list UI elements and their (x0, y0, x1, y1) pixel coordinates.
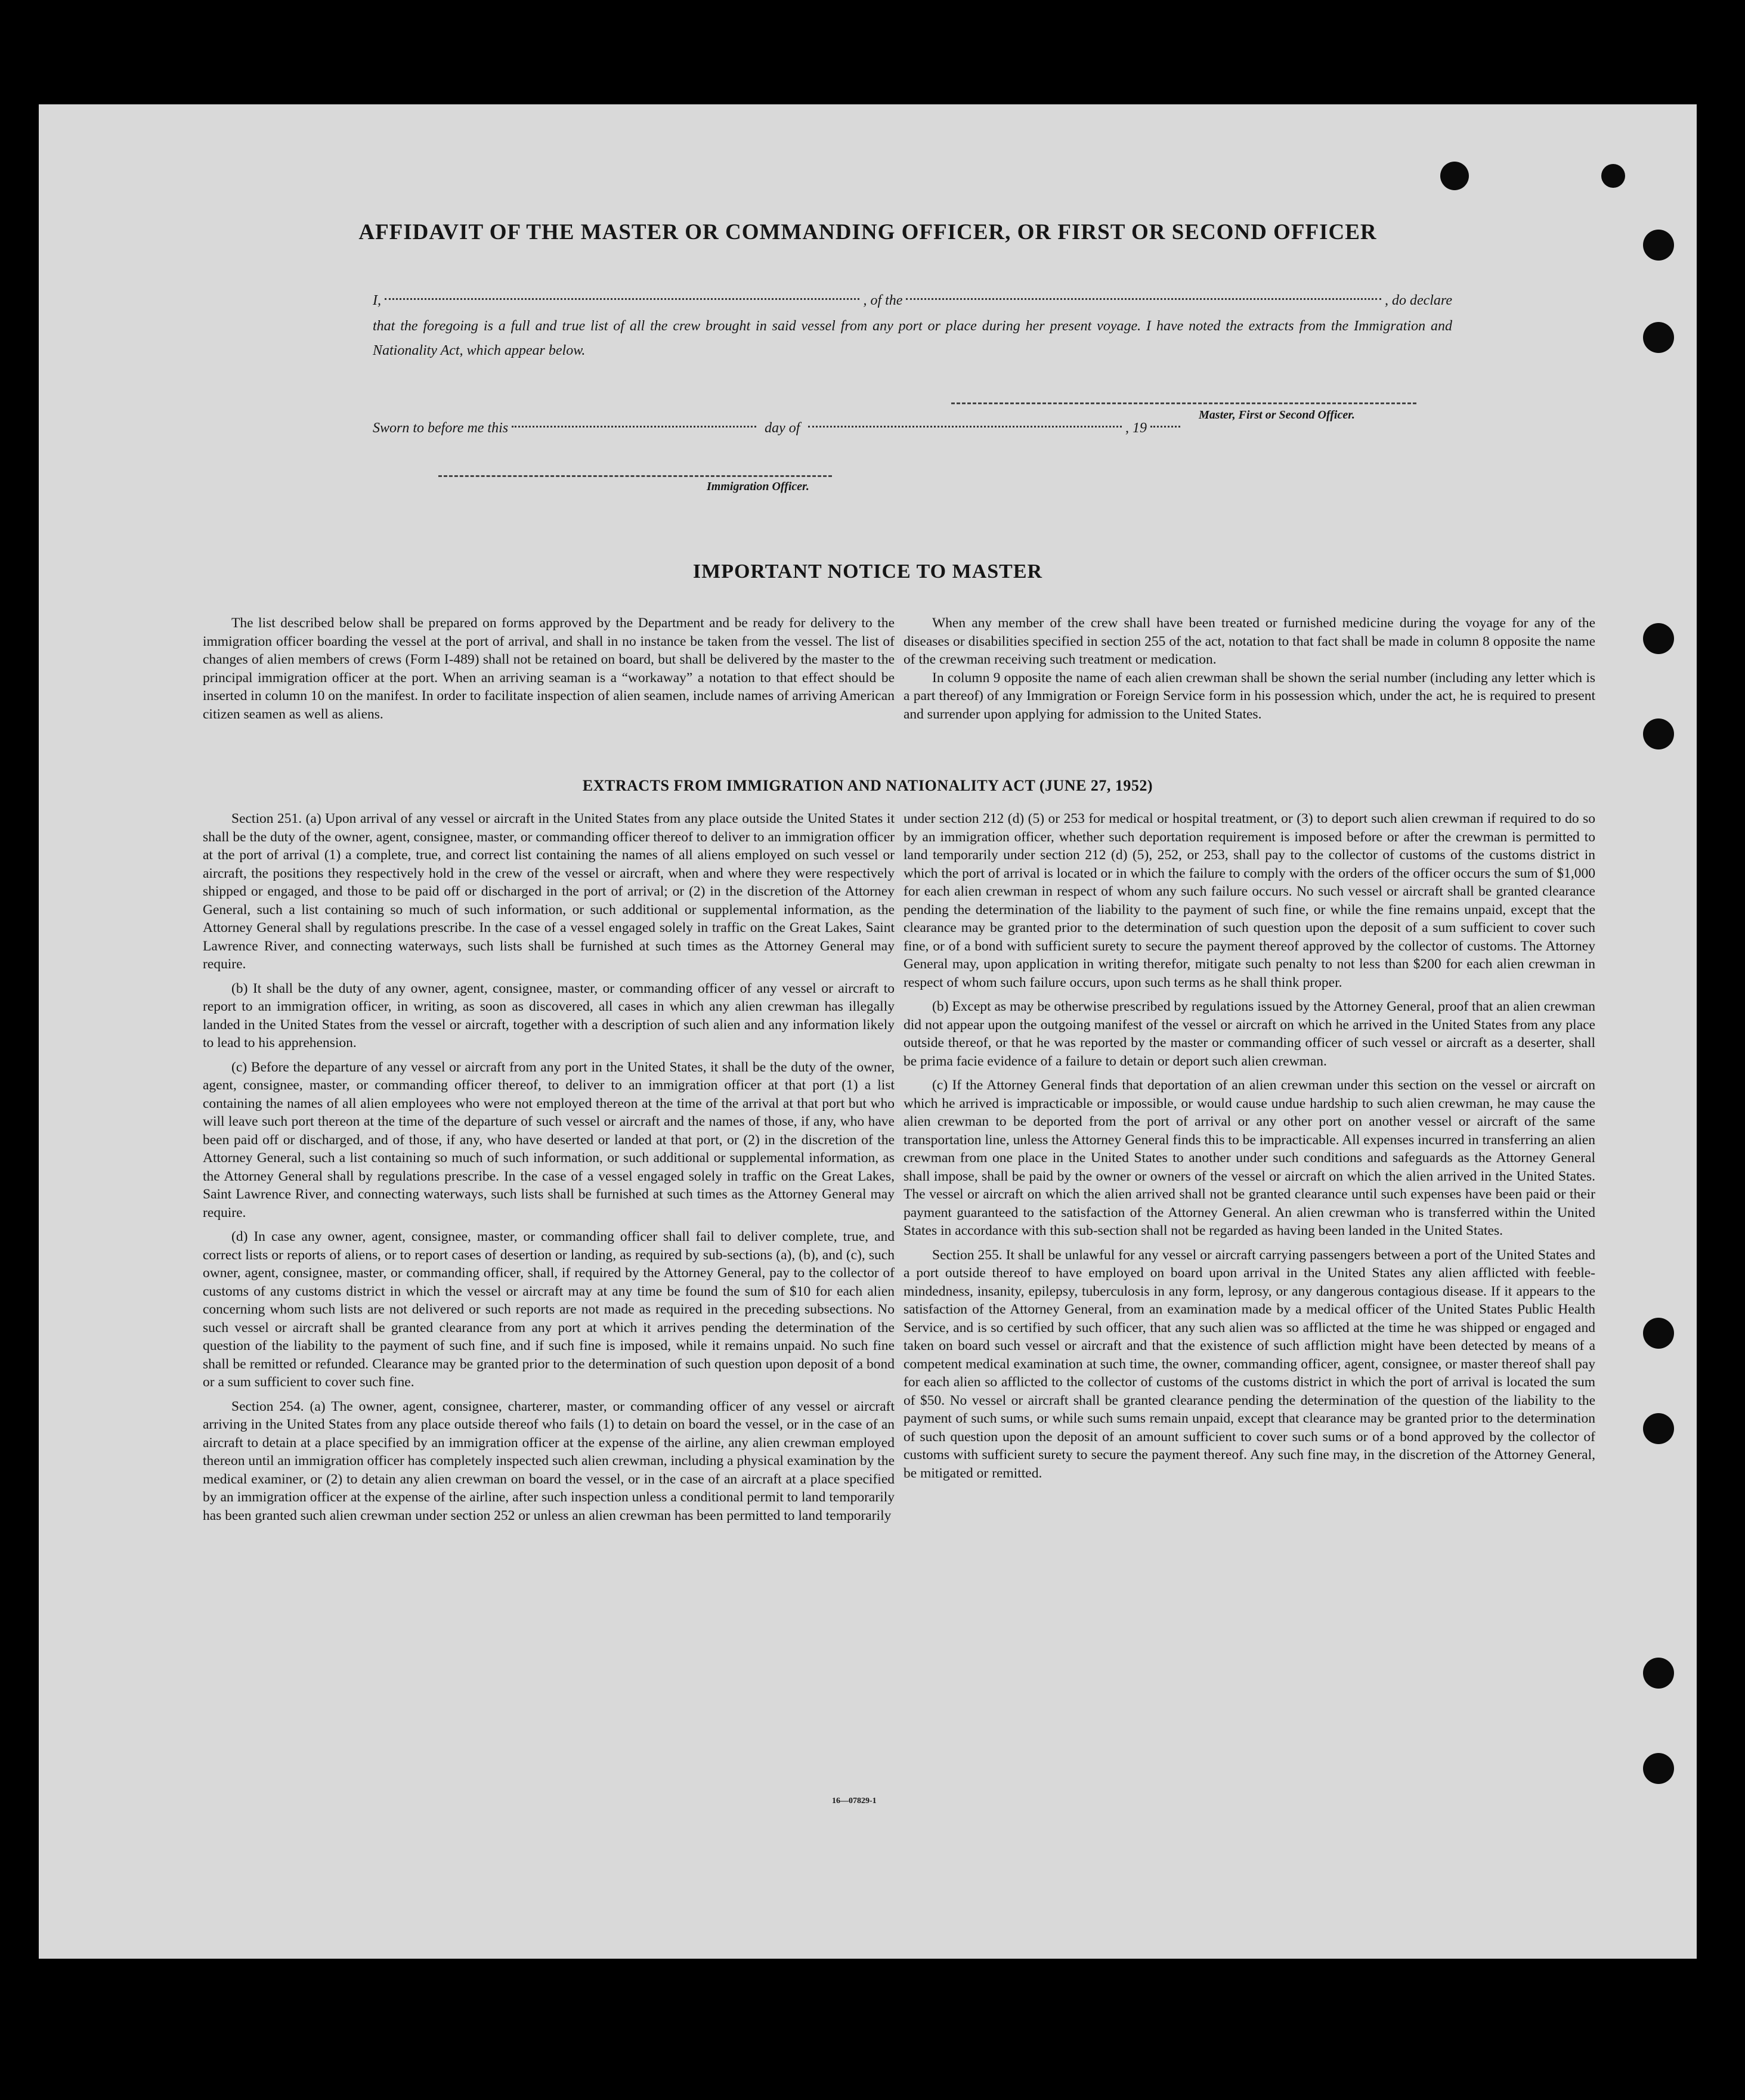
immigration-officer-label: Immigration Officer. (707, 480, 809, 493)
notice-left-paragraph: The list described below shall be prepared on forms approved by the Department and be ready for delivery to the immigration officer boarding the vessel at the port of arrival, and shall in no instance be taken from the vessel. The list of changes of alien members of crews (Form I-489) shall not be retained on board, but shall be delivered by the master to the principal immigration officer at the port. When an arriving seaman is a “workaway” a notation to that effect should be inserted in column 10 on the manifest. In order to facilitate inspection of alien seamen, include names of arriving American citizen seamen as well as aliens. (203, 615, 895, 722)
punch-hole-10 (1643, 1753, 1674, 1784)
punch-hole-1 (1440, 162, 1469, 190)
sworn-day-blank[interactable] (512, 426, 756, 428)
sworn-line (373, 420, 1184, 436)
section-254-a-continued: under section 212 (d) (5) or 253 for medical or hospital treatment, or (3) to deport such alien crewman if required to do so by an immigration officer, whether such deportation requirement is imposed before or after the crewman is permitted to land temporarily under section 212 (d) (5), 252, or 253, shall pay to the collector of customs of the customs district in which the port of arrival is located or in which the failure to comply with the orders of the officer occurs the sum of $1,000 for each alien crewman in respect of whom any such failure occurs. No such vessel or aircraft shall be granted clearance pending the determination of the liability to the payment of such fine, or while the fine remains unpaid, except that the clearance may be granted prior to the determination of such question upon the deposit of a sum sufficient to cover such fine, or of a bond with sufficient surety to secure the payment thereof approved by the collector of customs. The Attorney General may, upon application in writing therefor, mitigate such penalty to not less than $200 for each alien crewman in respect of whom such failure occurs, upon such terms as he shall think proper. (904, 811, 1595, 990)
day-of-label: day of (765, 420, 800, 436)
declaration-block (373, 287, 1452, 363)
year-label: , 19 (1125, 420, 1147, 436)
notice-right-paragraph-2: In column 9 opposite the name of each alien crewman shall be shown the serial number (including any letter which is a part thereof) of any Immigration or Foreign Service form in his possession which, under the act, he is required to present and surrender upon applying for admission to the United States. (904, 670, 1595, 722)
section-254-a: Section 254. (a) The owner, agent, consignee, charterer, master, or commanding officer of any vessel or aircraft arriving in the United States from any place outside thereof who fails (1) to detain on board the vessel, or in the case of an aircraft to detain at a place specified by an immigration officer at the expense of the airline, any alien crewman employed thereon until an immigration officer has completely inspected such alien crewman, including a physical examination by the medical examiner, or (2) to detain any alien crewman on board the vessel, or in the case of an aircraft at a place specified by an immigration officer at the expense of the airline, after such inspection unless a conditional permit to land temporarily has been granted such alien crewman under section 252 or unless an alien crewman has been permitted to land temporarily (203, 1398, 895, 1523)
section-251-a: Section 251. (a) Upon arrival of any vessel or aircraft in the United States from any place outside the United States it shall be the duty of the owner, agent, consignee, master, or commanding officer thereof to deliver to an immigration officer at the port of arrival (1) a complete, true, and correct list containing the names of all aliens employed on such vessel or aircraft, the positions they respectively hold in the crew of the vessel or aircraft, when and where they were respectively shipped or engaged, and those to be paid off or discharged in the port of arrival; or (2) in the discretion of the Attorney General, such a list containing so much of such information, or such additional or supplemental information, as the Attorney General shall by regulations prescribe. In the case of a vessel engaged solely in traffic on the Great Lakes, Saint Lawrence River, and connecting waterways, such lists shall be furnished at such times as the Attorney General may require. (203, 811, 895, 972)
section-251-d: (d) In case any owner, agent, consignee, master, or commanding officer shall fail to deliver complete, true, and correct lists or reports of aliens, or to report cases of desertion or landing, as required by sub-sections (a), (b), and (c), such owner, agent, consignee, master, or commanding officer, shall, if required by the Attorney General, pay to the collector of customs of any customs district in which the vessel or aircraft may at any time be found the sum of $10 for each alien concerning whom such lists are not delivered or such reports are not made as required in the preceding subsections. No such vessel or aircraft shall be granted clearance from any port at which it arrives pending the determination of the question of the liability to the payment of such fine, and if such fine is imposed, while it remains unpaid. No such fine shall be remitted or refunded. Clearance may be granted prior to the determination of such question upon deposit of a bond or a sum sufficient to cover such fine. (203, 1229, 895, 1390)
punch-hole-8 (1643, 1413, 1674, 1444)
notice-right-column (904, 614, 1595, 723)
extracts-right-column (904, 810, 1595, 1482)
notice-left-column (203, 614, 895, 723)
master-signature-label: Master, First or Second Officer. (1199, 408, 1355, 422)
section-254-b: (b) Except as may be otherwise prescribed by regulations issued by the Attorney General, proof that an alien crewman did not appear upon the outgoing manifest of the vessel or aircraft on which he arrived in the United States from any place outside thereof, or that he was reported by the master or commanding officer of such vessel or aircraft as a deserter, shall be prima facie evidence of a failure to detain or deport such alien crewman. (904, 999, 1595, 1069)
declaration-text: that the foregoing is a full and true list of all the crew brought in said vessel from any port or place during her present voyage. I have noted the extracts from the Immigration and Nationality Act, which appear below. (373, 318, 1452, 358)
of-the-label: , of the (863, 293, 903, 308)
punch-hole-6 (1643, 718, 1674, 749)
punch-hole-9 (1643, 1658, 1674, 1689)
form-number: 16—07829-1 (832, 1797, 877, 1805)
declaration-fill-line (373, 287, 1452, 314)
document-page (39, 104, 1697, 1959)
notice-title: IMPORTANT NOTICE TO MASTER (692, 560, 1043, 583)
section-251-b: (b) It shall be the duty of any owner, agent, consignee, master, or commanding officer of any vessel or aircraft to report to an immigration officer, in writing, as soon as discovered, all cases in which any alien crewman has illegally landed in the United States from the vessel or aircraft, together with a description of such alien and any information likely to lead to his apprehension. (203, 980, 895, 1051)
name-blank[interactable] (385, 298, 859, 300)
notice-right-paragraph-1: When any member of the crew shall have been treated or furnished medicine during the voyage for any of the diseases or disabilities specified in section 255 of the act, notation to that fact shall be made in column 8 opposite the name of the crewman receiving such treatment or medication. (904, 615, 1595, 667)
punch-hole-5 (1643, 623, 1674, 654)
vessel-blank[interactable] (906, 298, 1381, 300)
section-255: Section 255. It shall be unlawful for any vessel or aircraft carrying passengers between a port of the United States and a port outside thereof to have employed on board upon arrival in the United States any alien afflicted with feeble-mindedness, insanity, epilepsy, tuberculosis in any form, leprosy, or any dangerous contagious disease. If it appears to the satisfaction of the Attorney General, from an examination made by a medical officer of the United States Public Health Service, and is so certified by such officer, that any such alien was so afflicted at the time he was shipped or engaged and taken on board such vessel or aircraft and that the existence of such affliction might have been detected by means of a competent medical examination at such time, the owner, commanding officer, agent, consignee, or master thereof shall pay for each alien so afflicted to the collector of customs of the customs district in which the port of arrival is located the sum of $50. No vessel or aircraft shall be granted clearance pending the determination of the question of the liability to the payment of such sums, or while such sums remain unpaid, except that clearance may be granted prior to the determination of such question upon the deposit of an amount sufficient to cover such sums or of a bond approved by the collector of customs with sufficient surety to secure the payment thereof. Any such fine may, in the discretion of the Attorney General, be mitigated or remitted. (904, 1247, 1595, 1481)
immigration-officer-signature-line[interactable] (438, 475, 832, 477)
punch-hole-7 (1643, 1318, 1674, 1349)
extracts-title: EXTRACTS FROM IMMIGRATION AND NATIONALITY ACT (JUNE 27, 1952) (582, 777, 1153, 794)
i-label: I, (373, 293, 381, 308)
extracts-left-column (203, 810, 895, 1525)
section-254-c: (c) If the Attorney General finds that deportation of an alien crewman under this section on the vessel or aircraft on which he arrived is impracticable or impossible, or would cause undue hardship to such alien crewman, he may cause the alien crewman to be deported from the port of arrival or any other port on another vessel or aircraft of the same transportation line, unless the Attorney General finds this to be impracticable. All expenses incurred in transferring an alien crewman from one place in the United States to another under such conditions and safeguards as the Attorney General shall impose, shall be paid by the owner or owners of the vessel or aircraft on which the alien arrived in the United States. The vessel or aircraft on which the alien arrived shall not be granted clearance until such expenses have been paid or their payment guaranteed to the satisfaction of the Attorney General. An alien crewman who is transferred within the United States in accordance with this sub-section shall not be regarded as having been landed in the United States. (904, 1077, 1595, 1238)
affidavit-title: AFFIDAVIT OF THE MASTER OR COMMANDING OFFICER, OR FIRST OR SECOND OFFICER (358, 220, 1377, 244)
sworn-month-blank[interactable] (808, 426, 1122, 428)
sworn-label: Sworn to before me this (373, 420, 509, 436)
declare-label: , do declare (1384, 293, 1453, 308)
master-signature-line[interactable] (951, 402, 1416, 404)
punch-hole-4 (1643, 322, 1674, 353)
sworn-year-blank[interactable] (1150, 426, 1180, 428)
punch-hole-2 (1601, 164, 1625, 188)
section-251-c: (c) Before the departure of any vessel or aircraft from any port in the United States, it shall be the duty of the owner, agent, consignee, master, or commanding officer thereof, to deliver to an immigration officer at that port (1) a list containing the names of all alien employees who were not employed thereon at the time of the arrival at that port but who will leave such port thereon at the time of the departure of such vessel or aircraft and the names of those, if any, who have been paid off or discharged, and of those, if any, who have deserted or landed at that port, or (2) in the discretion of the Attorney General, such a list containing so much of such information, or such additional or supplemental information, as the Attorney General shall by regulations prescribe. In the case of a vessel engaged solely in traffic on the Great Lakes, Saint Lawrence River, and connecting waterways, such lists shall be furnished at such times as the Attorney General may require. (203, 1059, 895, 1221)
